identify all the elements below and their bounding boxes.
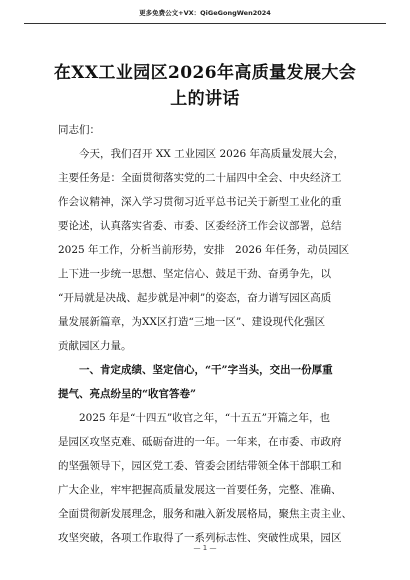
paragraph-line: 要论述，认真落实省委、市委、区委经济工作会议部署，总结: [58, 220, 342, 232]
title-line-1: 在XX工业园区2026年高质量发展大会: [53, 63, 357, 83]
paragraph-line: 全面贯彻新发展理念，服务和融入新发展格局，聚焦主责主业、: [58, 508, 352, 520]
page-number: — 1 —: [193, 544, 217, 552]
paragraph-line: 的坚强领导下，园区党工委、管委会团结带领全体干部职工和: [58, 460, 342, 472]
paragraph-line: 攻坚突破，各项工作取得了一系列标志性、突破性成果，园区: [58, 532, 342, 544]
paragraph-line: 2025 年工作，分析当前形势，安排 2026 年任务，动员园区: [58, 244, 350, 256]
paragraph-line: 上下进一步统一思想、坚定信心、鼓足干劲、奋勇争先，以: [58, 268, 331, 280]
paragraph-line: “开局就是决战、起步就是冲刺”的姿态，奋力谱写园区高质: [58, 292, 332, 304]
paragraph-line: 量发展新篇章，为XX区打造“三地一区”、建设现代化强区: [58, 316, 326, 328]
header-divider: [24, 23, 386, 24]
paragraph-line: 广大企业，牢牢把握高质量发展这一首要任务，完整、准确、: [58, 484, 342, 496]
paragraph-line: 是园区攻坚克难、砥砺奋进的一年。一年来，在市委、市政府: [58, 436, 342, 448]
paragraph-line: 贡献园区力量。: [58, 340, 132, 352]
paragraph-line: 今天，我们召开 XX 工业园区 2026 年高质量发展大会，: [79, 148, 345, 160]
greeting: 同志们：: [58, 124, 100, 136]
section-heading: 提气、亮点纷呈的“收官答卷”: [58, 388, 197, 400]
document-title: [40, 60, 370, 112]
section-heading: 一、肯定成绩、坚定信心，“干”字当头，交出一份厚重: [79, 364, 333, 376]
document-body: [58, 118, 358, 550]
paragraph-line: 主要任务是：全面贯彻落实党的二十届四中全会、中央经济工: [58, 172, 342, 184]
paragraph-line: 2025 年是“十四五”收官之年，“十五五”开篇之年，也: [79, 412, 331, 424]
title-line-2: 上的讲话: [170, 89, 240, 109]
paragraph-line: 作会议精神，深入学习贯彻习近平总书记关于新型工业化的重: [58, 196, 342, 208]
header-promo-text: 更多免费公文+VX：QiGeGongWen2024: [139, 9, 271, 17]
